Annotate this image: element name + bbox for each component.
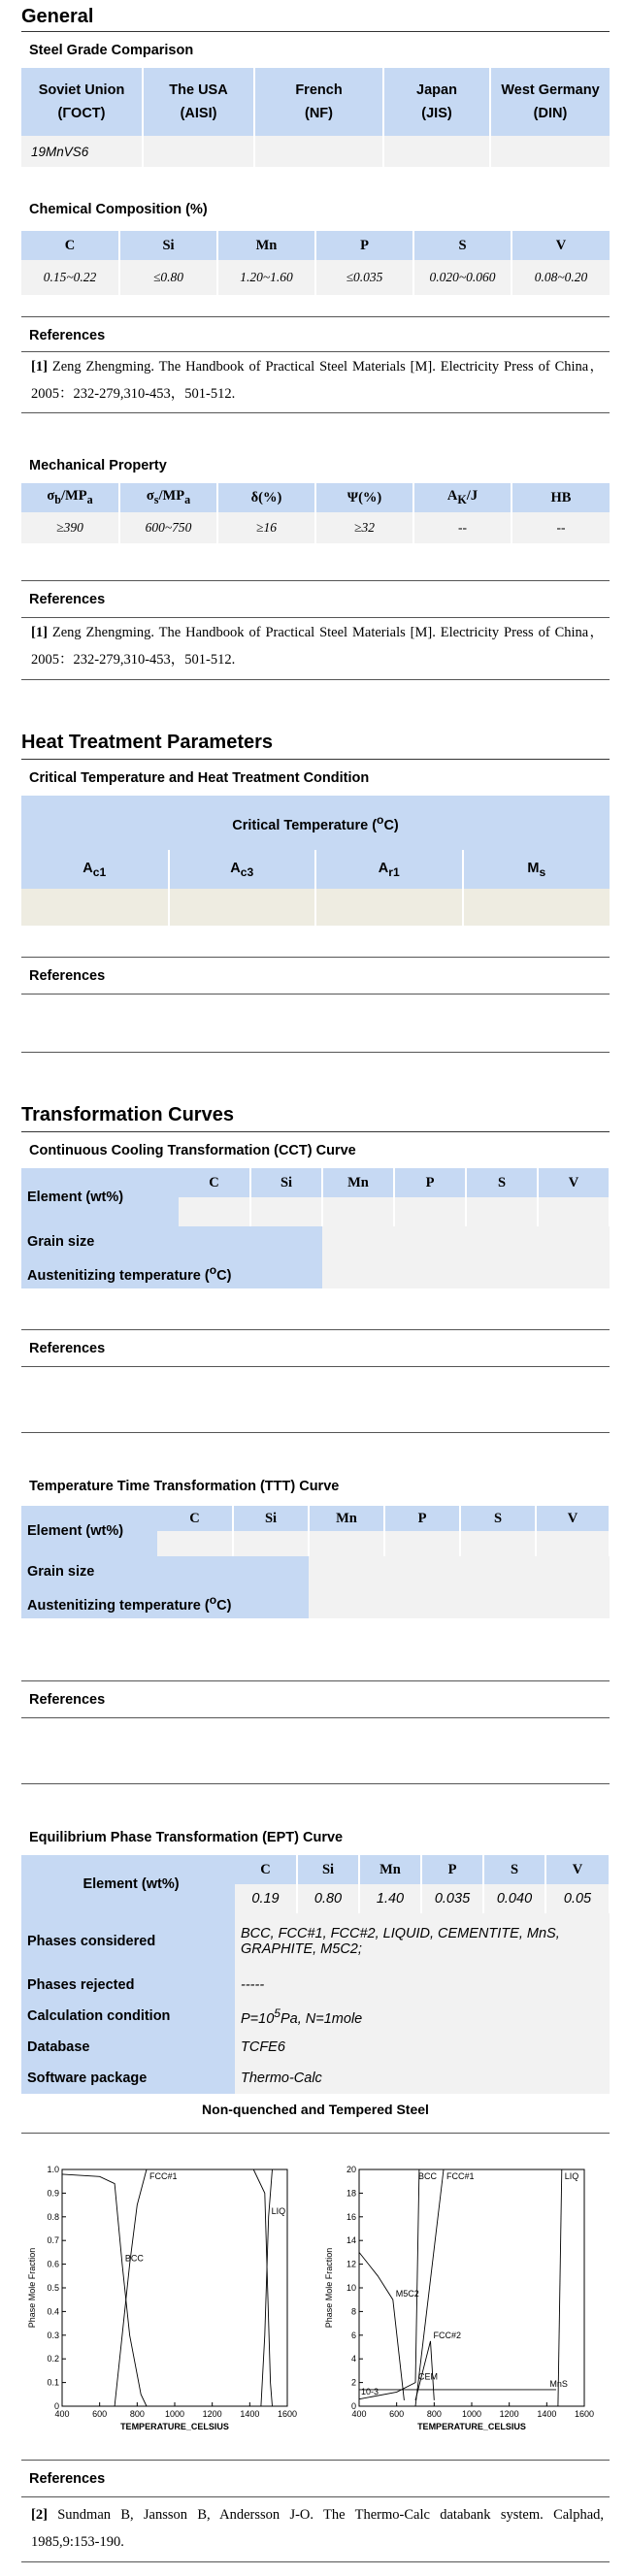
y-tick-label: 0.3 xyxy=(47,2330,59,2340)
x-tick-label: 600 xyxy=(92,2409,108,2419)
y-tick-label: 0.6 xyxy=(47,2259,59,2269)
cct-title: Continuous Cooling Transformation (CCT) Curve xyxy=(29,1143,356,1158)
series-label: FCC#2 xyxy=(433,2330,461,2340)
element-header: V xyxy=(538,1168,610,1197)
element-header: Si xyxy=(233,1506,309,1531)
col-main: A xyxy=(230,860,241,876)
col-ak: $A_K/J$ xyxy=(413,483,512,512)
divider xyxy=(21,316,610,317)
element-label: Element (wt%) xyxy=(21,1855,235,1913)
element-header: Mn xyxy=(217,231,315,260)
x-tick-label: 800 xyxy=(426,2409,442,2419)
col-subscript: r1 xyxy=(388,864,400,879)
element-header: C xyxy=(157,1506,233,1531)
steel-grade-header xyxy=(254,68,383,136)
divider xyxy=(21,2460,610,2461)
steel-grade-header xyxy=(21,68,143,136)
ttt-table xyxy=(21,1506,610,1618)
x-tick-label: 1200 xyxy=(202,2409,222,2419)
element-value: 0.15~0.22 xyxy=(21,260,119,295)
divider xyxy=(21,2561,610,2562)
database-label: Database xyxy=(21,2032,235,2063)
y-tick-label: 14 xyxy=(346,2235,356,2246)
divider xyxy=(21,351,610,352)
divider xyxy=(21,1680,610,1681)
element-header: P xyxy=(394,1168,466,1197)
steel-grade-value xyxy=(383,136,490,167)
series-label: LIQ xyxy=(271,2205,286,2216)
phases-rejected-value: ----- xyxy=(235,1970,610,2001)
y-tick-label: 0.7 xyxy=(47,2235,59,2246)
col-subscript: c1 xyxy=(92,864,107,879)
element-label: Element (wt%) xyxy=(21,1506,157,1556)
x-tick-label: 600 xyxy=(389,2409,405,2419)
standard-name: (JIS) xyxy=(421,106,452,121)
element-value: 0.020~0.060 xyxy=(413,260,512,295)
x-tick-label: 400 xyxy=(351,2409,367,2419)
element-header: P xyxy=(384,1506,460,1531)
references-title: References xyxy=(29,1341,106,1356)
y-tick-label: 0.9 xyxy=(47,2188,59,2199)
steel-grade-header xyxy=(143,68,254,136)
critical-temp-header: Critical Temperature ($^o$C) xyxy=(21,796,610,850)
plot-frame xyxy=(359,2169,584,2406)
steel-grade-value: 19MnVS6 xyxy=(21,136,143,167)
element-value: 1.40 xyxy=(359,1884,421,1913)
element-value: ≤0.80 xyxy=(119,260,217,295)
grain-size-label: Grain size xyxy=(21,1556,309,1587)
mech-value: -- xyxy=(413,512,512,543)
element-header: S xyxy=(483,1855,545,1884)
cct-table xyxy=(21,1168,610,1288)
element-header: S xyxy=(413,231,512,260)
chem-comp-table xyxy=(21,231,610,295)
y-tick-label: 0.1 xyxy=(47,2377,59,2388)
element-value: 0.040 xyxy=(483,1884,545,1913)
critical-temp-table xyxy=(21,796,610,926)
calc-condition-label: Calculation condition xyxy=(21,2001,235,2032)
country-name: French xyxy=(295,82,343,98)
calc-condition-value: $P=10^5Pa$, N=1mole xyxy=(235,2001,610,2032)
element-header: S xyxy=(466,1168,538,1197)
element-label: Element (wt%) xyxy=(21,1168,179,1226)
divider xyxy=(21,1131,610,1132)
phases-considered-label: Phases considered xyxy=(21,1913,235,1970)
x-axis-label: TEMPERATURE_CELSIUS xyxy=(120,2422,229,2431)
steel-grade-value xyxy=(490,136,610,167)
standard-name: (DIN) xyxy=(533,106,568,121)
references-title: References xyxy=(29,328,106,343)
divider xyxy=(21,994,610,995)
element-header: Si xyxy=(119,231,217,260)
series-label: FCC#1 xyxy=(149,2171,178,2181)
element-header: Mn xyxy=(322,1168,394,1197)
divider xyxy=(21,957,610,958)
col-sigma-s: $\sigma_s/MP_a$ xyxy=(119,483,217,512)
element-header: Si xyxy=(297,1855,359,1884)
element-header: C xyxy=(21,231,119,260)
col-subscript: c3 xyxy=(240,864,254,879)
series-label: MnS xyxy=(549,2378,568,2389)
col-delta: δ(%) xyxy=(217,483,315,512)
element-header: V xyxy=(545,1855,610,1884)
divider xyxy=(21,412,610,413)
y-tick-label: 18 xyxy=(346,2188,356,2199)
phases-rejected-label: Phases rejected xyxy=(21,1970,235,2001)
steel-grade-header xyxy=(490,68,610,136)
divider xyxy=(21,2496,610,2497)
country-name: Japan xyxy=(416,82,457,98)
series-label: M5C2 xyxy=(395,2289,419,2299)
mech-value: ≥390 xyxy=(21,512,119,543)
divider xyxy=(21,759,610,760)
ept-title: Equilibrium Phase Transformation (EPT) Curve xyxy=(29,1830,344,1845)
x-tick-label: 400 xyxy=(54,2409,70,2419)
divider xyxy=(21,679,610,680)
critical-temp-title: Critical Temperature and Heat Treatment Condition xyxy=(29,770,370,786)
ttt-title: Temperature Time Transformation (TTT) Curve xyxy=(29,1479,340,1494)
element-value: 1.20~1.60 xyxy=(217,260,315,295)
steel-grade-table xyxy=(21,68,610,167)
y-tick-label: 20 xyxy=(346,2165,356,2174)
element-header: C xyxy=(235,1855,297,1884)
y-tick-label: 4 xyxy=(350,2354,356,2364)
chem-comp-title: Chemical Composition (%) xyxy=(29,202,208,217)
x-tick-label: 1000 xyxy=(164,2409,185,2419)
ept-table xyxy=(21,1855,610,2094)
element-header: V xyxy=(512,231,610,260)
section-title-general: General xyxy=(21,6,94,27)
austenitizing-temp-label: Austenitizing temperature ($^o$C) xyxy=(21,1257,322,1288)
element-header: P xyxy=(315,231,413,260)
series-label: BCC xyxy=(124,2253,144,2264)
col-main: A xyxy=(82,860,93,876)
divider xyxy=(21,617,610,618)
col-subscript: s xyxy=(539,864,546,879)
x-tick-label: 1600 xyxy=(277,2409,298,2419)
x-tick-label: 1600 xyxy=(574,2409,595,2419)
y-tick-label: 0.8 xyxy=(47,2211,59,2222)
steel-grade-header xyxy=(383,68,490,136)
mech-value: -- xyxy=(512,512,610,543)
element-value: ≤0.035 xyxy=(315,260,413,295)
element-header: V xyxy=(536,1506,610,1531)
series-label: LIQ xyxy=(564,2171,579,2181)
divider xyxy=(21,2133,610,2134)
country-name: Soviet Union xyxy=(38,82,125,98)
y-tick-label: 12 xyxy=(346,2259,356,2269)
reference-entry: [1] Zeng Zhengming. The Handbook of Practical Steel Materials [M]. Electricity Press of China，2005：232-279,310-453，501-512. xyxy=(31,359,604,402)
software-label: Software package xyxy=(21,2063,235,2094)
grain-size-label: Grain size xyxy=(21,1226,322,1257)
austenitizing-temp-label: Austenitizing temperature ($^o$C) xyxy=(21,1587,309,1618)
element-header: S xyxy=(460,1506,536,1531)
x-tick-label: 1000 xyxy=(461,2409,482,2419)
divider xyxy=(21,31,610,32)
x-tick-label: 1200 xyxy=(499,2409,519,2419)
divider xyxy=(21,1717,610,1718)
element-header: P xyxy=(421,1855,483,1884)
phases-considered-value: BCC, FCC#1, FCC#2, LIQUID, CEMENTITE, MnS, GRAPHITE, M5C2; xyxy=(235,1913,610,1970)
y-axis-label: Phase Mole Fraction xyxy=(27,2247,37,2329)
element-header: Mn xyxy=(359,1855,421,1884)
steel-grade-value xyxy=(254,136,383,167)
element-value: 0.80 xyxy=(297,1884,359,1913)
references-title: References xyxy=(29,2471,106,2487)
divider xyxy=(21,1432,610,1433)
mech-value: ≥16 xyxy=(217,512,315,543)
divider xyxy=(21,1329,610,1330)
element-value: 0.035 xyxy=(421,1884,483,1913)
mech-value: 600~750 xyxy=(119,512,217,543)
col-main: M xyxy=(527,860,540,876)
software-value: Thermo-Calc xyxy=(235,2063,610,2094)
country-name: The USA xyxy=(169,82,228,98)
element-header: Mn xyxy=(309,1506,384,1531)
critical-temp-col xyxy=(315,850,463,889)
col-hb: HB xyxy=(512,483,610,512)
element-header: Si xyxy=(250,1168,322,1197)
y-tick-label: 2 xyxy=(350,2377,356,2388)
ept-caption: Non-quenched and Tempered Steel xyxy=(202,2102,429,2117)
ept-chart-right xyxy=(320,2162,608,2443)
y-tick-label: 0.4 xyxy=(47,2306,59,2317)
steel-grade-title: Steel Grade Comparison xyxy=(29,43,194,58)
section-title-heat-treatment: Heat Treatment Parameters xyxy=(21,732,274,753)
steel-grade-value xyxy=(143,136,254,167)
plot-frame xyxy=(62,2169,287,2406)
divider xyxy=(21,1783,610,1784)
element-value: 0.19 xyxy=(235,1884,297,1913)
critical-temp-col xyxy=(169,850,316,889)
reference-entry: [2] Sundman B, Jansson B, Andersson J-O. The Thermo-Calc databank system. Calphad, 1985,9:153-190. xyxy=(31,2507,605,2550)
references-title: References xyxy=(29,592,106,607)
element-header: C xyxy=(179,1168,250,1197)
x-axis-label: TEMPERATURE_CELSIUS xyxy=(417,2422,526,2431)
database-value: TCFE6 xyxy=(235,2032,610,2063)
y-tick-label: 0 xyxy=(350,2401,356,2411)
standard-name: (ΓOCT) xyxy=(57,106,106,121)
y-tick-label: 6 xyxy=(350,2330,356,2340)
standard-name: (AISI) xyxy=(180,106,217,121)
reference-entry: [1] Zeng Zhengming. The Handbook of Practical Steel Materials [M]. Electricity Press of China，2005：232-279,310-453，501-512. xyxy=(31,625,604,668)
y-tick-label: 1.0 xyxy=(47,2165,59,2174)
y-tick-label: 10 xyxy=(346,2283,356,2293)
references-title: References xyxy=(29,1692,106,1708)
mech-value: ≥32 xyxy=(315,512,413,543)
references-title: References xyxy=(29,968,106,984)
critical-temp-col xyxy=(21,850,169,889)
col-sigma-b: $\sigma_b/MP_a$ xyxy=(21,483,119,512)
y-tick-label: 8 xyxy=(350,2306,356,2317)
x-tick-label: 1400 xyxy=(240,2409,260,2419)
divider xyxy=(21,1366,610,1367)
x-tick-label: 800 xyxy=(129,2409,145,2419)
y-axis-label: Phase Mole Fraction xyxy=(324,2247,334,2329)
y-unit-label: 10-3 xyxy=(361,2387,380,2397)
col-main: A xyxy=(378,860,389,876)
col-psi: Ψ(%) xyxy=(315,483,413,512)
y-tick-label: 0.5 xyxy=(47,2283,59,2293)
series-label: CEM xyxy=(418,2371,438,2382)
y-tick-label: 0.2 xyxy=(47,2354,59,2364)
series-label: FCC#1 xyxy=(446,2171,475,2181)
country-name: West Germany xyxy=(501,82,600,98)
divider xyxy=(21,1052,610,1053)
y-tick-label: 16 xyxy=(346,2211,356,2222)
series-label: BCC xyxy=(418,2171,438,2181)
divider xyxy=(21,580,610,581)
critical-temp-col xyxy=(463,850,610,889)
ept-chart-left xyxy=(23,2162,311,2443)
element-value: 0.05 xyxy=(545,1884,610,1913)
standard-name: (NF) xyxy=(305,106,333,121)
x-tick-label: 1400 xyxy=(537,2409,557,2419)
y-tick-label: 0 xyxy=(53,2401,59,2411)
mech-prop-title: Mechanical Property xyxy=(29,458,167,473)
mech-prop-table xyxy=(21,483,610,543)
element-value: 0.08~0.20 xyxy=(512,260,610,295)
section-title-transformation: Transformation Curves xyxy=(21,1104,234,1125)
